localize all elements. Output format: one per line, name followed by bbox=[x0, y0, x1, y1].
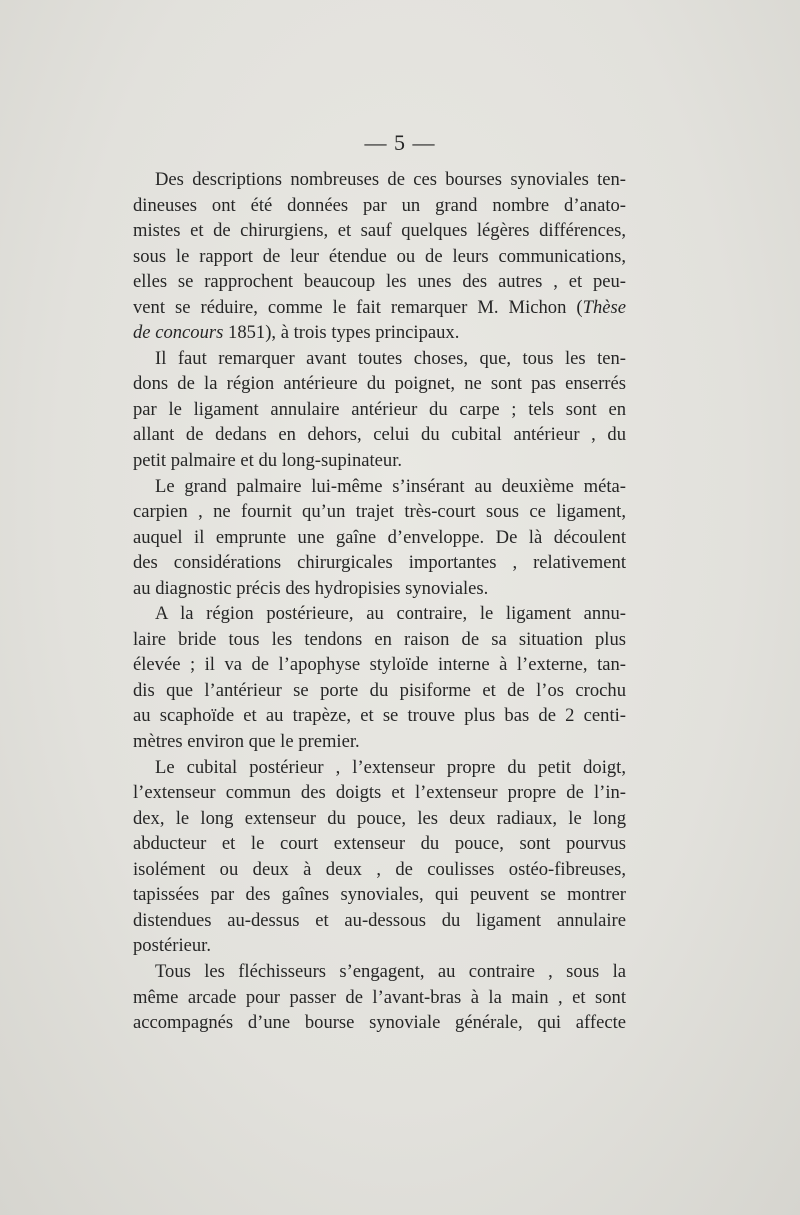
text-run: 1851), à trois types principaux. bbox=[228, 322, 460, 344]
text-line: même arcade pour passer de l’avant-bras à la main , et sont bbox=[133, 986, 626, 1008]
page-number: — 5 — bbox=[364, 130, 436, 155]
paragraph bbox=[133, 755, 626, 959]
text-line: distendues au-dessus et au-dessous du ligament annulaire bbox=[133, 909, 626, 931]
text-line: sous le rapport de leur étendue ou de leurs communications, bbox=[133, 245, 626, 267]
text-line: A la région postérieure, au contraire, le ligament annu- bbox=[155, 603, 626, 625]
text-line: mistes et de chirurgiens, et sauf quelques légères différences, bbox=[133, 220, 626, 242]
text-line: l’extenseur commun des doigts et l’extenseur propre de l’in- bbox=[133, 782, 626, 804]
text-line: Le cubital postérieur , l’extenseur propre du petit doigt, bbox=[155, 756, 626, 778]
text-line: des considérations chirurgicales importantes , relativement bbox=[133, 552, 626, 574]
text-line: dons de la région antérieure du poignet, ne sont pas enserrés bbox=[133, 373, 626, 395]
text-line: Tous les fléchisseurs s’engagent, au contraire , sous la bbox=[155, 960, 626, 982]
body-text bbox=[133, 167, 626, 1036]
text-line bbox=[133, 320, 626, 346]
text-line bbox=[133, 295, 626, 321]
text-line: mètres environ que le premier. bbox=[133, 731, 360, 753]
text-line: Il faut remarquer avant toutes choses, que, tous les ten- bbox=[155, 347, 626, 369]
text-line: par le ligament annulaire antérieur du carpe ; tels sont en bbox=[133, 398, 626, 420]
text-line: dex, le long extenseur du pouce, les deux radiaux, le long bbox=[133, 807, 626, 829]
paragraph bbox=[133, 167, 626, 346]
text-line: abducteur et le court extenseur du pouce, sont pourvus bbox=[133, 833, 626, 855]
text-line: au diagnostic précis des hydropisies synoviales. bbox=[133, 577, 489, 599]
text-line: dineuses ont été données par un grand nombre d’anato- bbox=[133, 194, 626, 216]
paragraph bbox=[133, 346, 626, 474]
text-line: élevée ; il va de l’apophyse styloïde interne à l’externe, tan- bbox=[133, 654, 626, 676]
text-line: tapissées par des gaînes synoviales, qui peuvent se montrer bbox=[133, 884, 626, 906]
text-line: Le grand palmaire lui-même s’insérant au deuxième méta- bbox=[155, 475, 626, 497]
text-line: allant de dedans en dehors, celui du cubital antérieur , du bbox=[133, 424, 626, 446]
text-line: carpien , ne fournit qu’un trajet très-court sous ce ligament, bbox=[133, 501, 626, 523]
text-line: elles se rapprochent beaucoup les unes des autres , et peu- bbox=[133, 271, 626, 293]
text-line: auquel il emprunte une gaîne d’enveloppe. De là découlent bbox=[133, 526, 626, 548]
text-run: vent se réduire, comme le fait remarquer M. Michon ( bbox=[133, 296, 583, 318]
paragraph bbox=[133, 959, 626, 1036]
paragraph bbox=[133, 474, 626, 602]
paragraph bbox=[133, 601, 626, 754]
text-line: Des descriptions nombreuses de ces bourses synoviales ten- bbox=[155, 169, 626, 190]
text-line: laire bride tous les tendons en raison de sa situation plus bbox=[133, 628, 626, 650]
text-line: accompagnés d’une bourse synoviale générale, qui affecte bbox=[133, 1012, 626, 1034]
text-line: dis que l’antérieur se porte du pisiforme et de l’os crochu bbox=[133, 679, 626, 701]
text-line: isolément ou deux à deux , de coulisses ostéo-fibreuses, bbox=[133, 858, 626, 880]
italic-run: de concours bbox=[133, 322, 224, 344]
text-line: petit palmaire et du long-supinateur. bbox=[133, 450, 403, 472]
text-line: au scaphoïde et au trapèze, et se trouve plus bas de 2 centi- bbox=[133, 705, 626, 727]
text-line: postérieur. bbox=[133, 935, 211, 957]
italic-run: Thèse bbox=[582, 296, 626, 318]
